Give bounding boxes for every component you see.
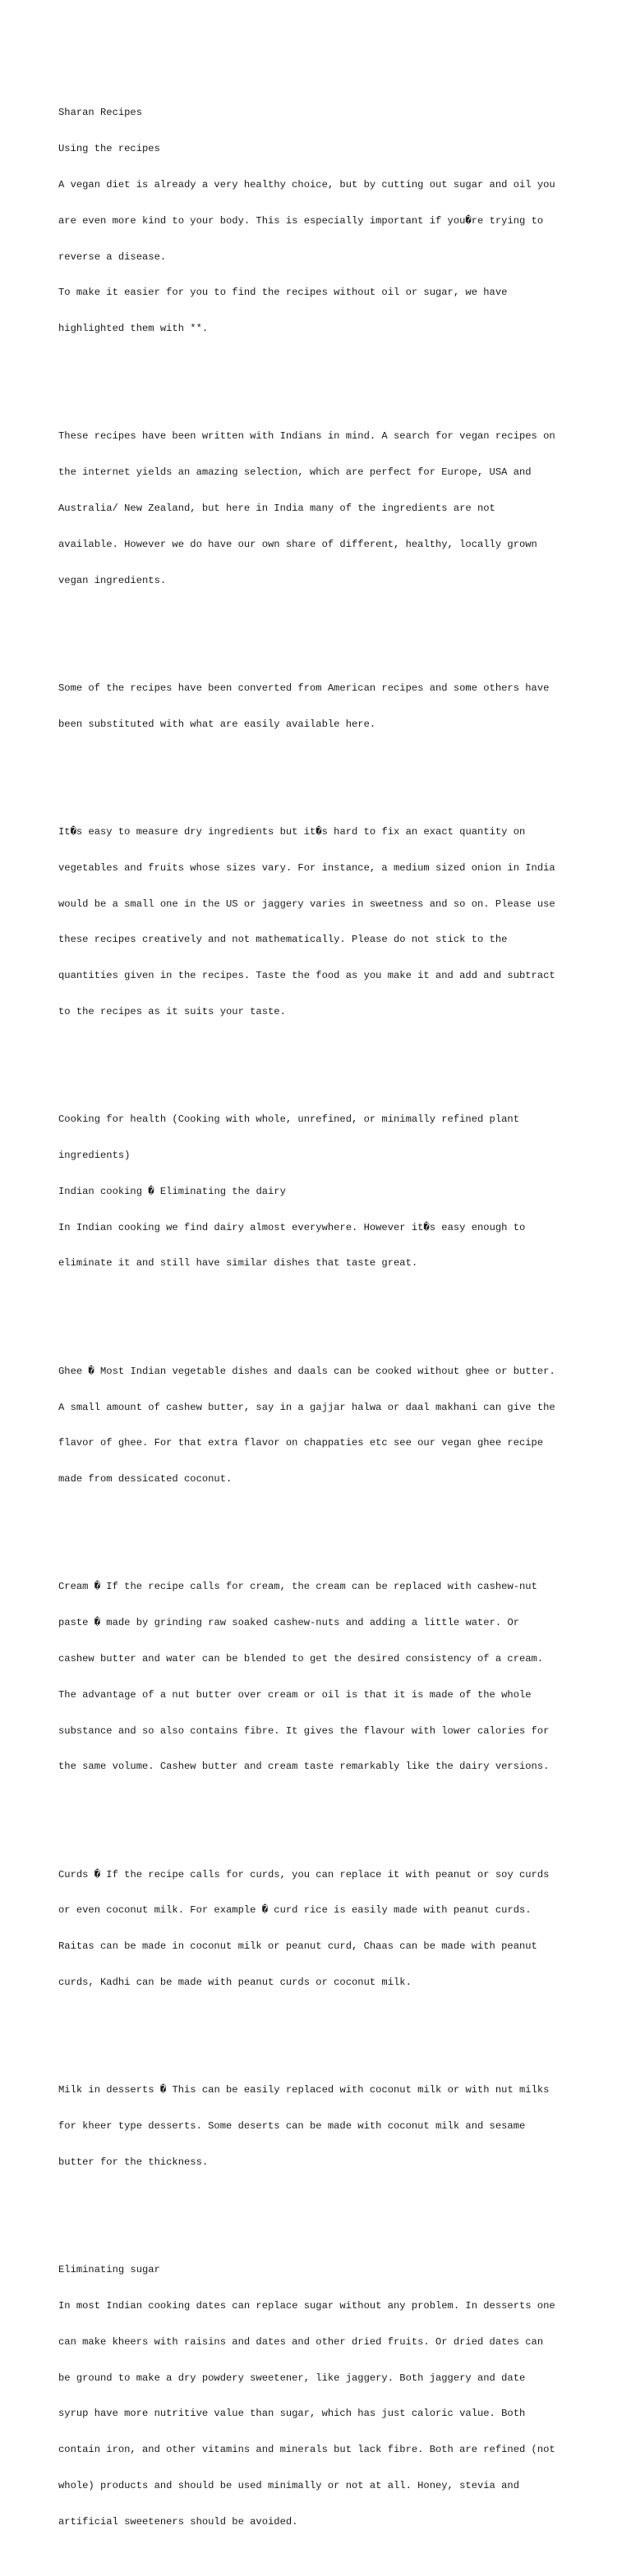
text-line: Raitas can be made in coconut milk or peanut curd, Chaas can be made with peanut [58,1940,537,1953]
text-line: would be a small one in the US or jaggery varies in sweetness and so on. Please use [58,898,555,910]
text-line: to the recipes as it suits your taste. [58,1005,286,1017]
document-title: Sharan Recipes [58,107,142,119]
text-line: Australia/ New Zealand, but here in India many of the ingredients are not [58,502,495,514]
text-line: or even coconut milk. For example � curd rice is easily made with peanut curds. [58,1904,532,1917]
text-line: the same volume. Cashew butter and cream taste remarkably like the dairy versions. [58,1761,550,1773]
text-line: Milk in desserts � This can be easily replaced with coconut milk or with nut milks [58,2084,550,2096]
paragraph [58,2060,601,2193]
section-heading: Cooking for health (Cooking with whole, unrefined, or minimally refined plant [58,1114,519,1126]
text-line: reverse a disease. [58,250,167,263]
text-line: contain iron, and other vitamins and minerals but lack fibre. Both are refined (not [58,2444,555,2456]
text-line: In Indian cooking we find dairy almost everywhere. However it�s easy enough to [58,1221,526,1233]
text-line: for kheer type desserts. Some deserts can be made with coconut milk and sesame [58,2120,526,2133]
paragraph [58,1090,601,1293]
text-line: syrup have more nutritive value than sugar, which has just caloric value. Both [58,2408,526,2420]
paragraph [58,1557,601,1797]
text-line: artificial sweeteners should be avoided. [58,2515,298,2528]
text-line: Ghee � Most Indian vegetable dishes and daals can be cooked without ghee or butter. [58,1365,555,1377]
text-line: These recipes have been written with Indians in mind. A search for vegan recipes on [58,430,555,443]
document-page [58,59,601,2576]
text-line: A vegan diet is already a very healthy choice, but by cutting out sugar and oil you [58,178,555,191]
section-heading: Using the recipes [58,143,160,155]
text-line: these recipes creatively and not mathematically. Please do not stick to the [58,934,508,946]
text-line: flavor of ghee. For that extra flavor on chappaties etc see our vegan ghee recipe [58,1437,544,1449]
text-line: Curds � If the recipe calls for curds, you can replace it with peanut or soy curds [58,1868,550,1880]
paragraph [58,2240,601,2551]
text-line: paste � made by grinding raw soaked cashew-nuts and adding a little water. Or [58,1617,520,1629]
text-line: highlighted them with **. [58,323,209,335]
text-line: made from dessicated coconut. [58,1473,233,1485]
paragraph [58,802,601,1042]
section-heading: Eliminating sugar [58,2264,160,2276]
text-line: cashew butter and water can be blended to get the desired consistency of a cream. [58,1652,544,1665]
paragraph [58,1844,601,2012]
text-line: Some of the recipes have been converted from American recipes and some others have [58,682,550,694]
text-line: Cream � If the recipe calls for cream, the cream can be replaced with cashew-nut [58,1581,537,1593]
text-line: curds, Kadhi can be made with peanut curds or coconut milk. [58,1977,412,1988]
text-line: vegan ingredients. [58,574,167,586]
text-line: A small amount of cashew butter, say in a gajjar halwa or daal makhani can give the [58,1401,555,1413]
text-line: can make kheers with raisins and dates and other dried fruits. Or dried dates can [58,2335,544,2348]
subsection-heading: Indian cooking � Eliminating the dairy [58,1185,286,1197]
text-line: substance and so also contains fibre. It gives the flavour with lower calories for [58,1724,550,1737]
paragraph [58,659,601,755]
paragraph [58,406,601,610]
text-line: The advantage of a nut butter over cream or oil is that it is made of the whole [58,1688,532,1701]
section-heading: ingredients) [58,1150,131,1162]
text-line: vegetables and fruits whose sizes vary. For instance, a medium sized onion in India [58,861,555,874]
text-line: quantities given in the recipes. Taste the food as you make it and add and subtract [58,970,555,982]
text-line: whole) products and should be used minimally or not at all. Honey, stevia and [58,2479,519,2491]
text-line: butter for the thickness. [58,2156,209,2168]
text-line: To make it easier for you to find the recipes without oil or sugar, we have [58,287,508,299]
paragraph [58,83,601,359]
text-line: eliminate it and still have similar dishes that taste great. [58,1257,418,1270]
text-line: been substituted with what are easily available here. [58,718,376,730]
text-line: In most Indian cooking dates can replace sugar without any problem. In desserts one [58,2300,555,2312]
text-line: are even more kind to your body. This is especially important if you�re trying to [58,214,544,227]
text-line: It�s easy to measure dry ingredients but it�s hard to fix an exact quantity on [58,826,526,838]
text-line: be ground to make a dry powdery sweetener, like jaggery. Both jaggery and date [58,2372,526,2384]
text-line: available. However we do have our own share of different, healthy, locally grown [58,538,537,550]
text-line: the internet yields an amazing selection, which are perfect for Europe, USA and [58,466,532,479]
paragraph [58,1342,601,1509]
